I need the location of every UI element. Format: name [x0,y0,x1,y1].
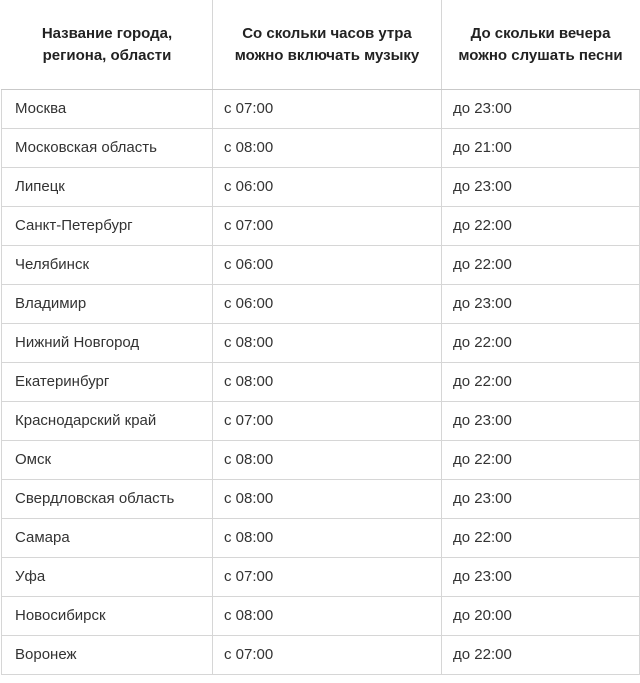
table-row [2,402,640,441]
cell-city: Екатеринбург [2,363,213,402]
cell-start-time: с 06:00 [213,285,442,324]
header-start-time: Со скольки часов утра можно включать музыку [213,1,442,90]
header-end-time: До скольки вечера можно слушать песни [442,1,640,90]
cell-start-time: с 08:00 [213,129,442,168]
cell-end-time: до 22:00 [442,363,640,402]
cell-end-time: до 21:00 [442,129,640,168]
cell-end-time: до 22:00 [442,324,640,363]
table-row [2,324,640,363]
cell-start-time: с 07:00 [213,558,442,597]
cell-end-time: до 22:00 [442,519,640,558]
table-row [2,441,640,480]
table-row [2,168,640,207]
cell-start-time: с 07:00 [213,402,442,441]
table-row [2,207,640,246]
table-row [2,285,640,324]
table-row [2,246,640,285]
cell-city: Новосибирск [2,597,213,636]
cell-start-time: с 08:00 [213,441,442,480]
cell-start-time: с 08:00 [213,597,442,636]
cell-start-time: с 06:00 [213,168,442,207]
cell-end-time: до 22:00 [442,246,640,285]
music-hours-table [1,0,640,675]
table-row [2,129,640,168]
cell-start-time: с 08:00 [213,480,442,519]
cell-end-time: до 23:00 [442,480,640,519]
cell-city: Челябинск [2,246,213,285]
cell-start-time: с 07:00 [213,207,442,246]
cell-end-time: до 23:00 [442,558,640,597]
cell-city: Воронеж [2,636,213,675]
table-row [2,90,640,129]
cell-end-time: до 22:00 [442,441,640,480]
cell-city: Омск [2,441,213,480]
cell-city: Нижний Новгород [2,324,213,363]
cell-start-time: с 08:00 [213,324,442,363]
cell-end-time: до 23:00 [442,285,640,324]
header-city: Название города, региона, области [2,1,213,90]
table-row [2,636,640,675]
cell-city: Свердловская область [2,480,213,519]
cell-start-time: с 07:00 [213,636,442,675]
cell-start-time: с 06:00 [213,246,442,285]
cell-end-time: до 22:00 [442,636,640,675]
cell-start-time: с 08:00 [213,519,442,558]
cell-city: Уфа [2,558,213,597]
table-row [2,558,640,597]
table-row [2,597,640,636]
cell-end-time: до 23:00 [442,90,640,129]
cell-city: Москва [2,90,213,129]
cell-start-time: с 07:00 [213,90,442,129]
cell-end-time: до 22:00 [442,207,640,246]
header-row [2,1,640,90]
table-row [2,519,640,558]
cell-city: Московская область [2,129,213,168]
cell-city: Краснодарский край [2,402,213,441]
table-header [2,1,640,90]
cell-city: Липецк [2,168,213,207]
table-row [2,480,640,519]
cell-end-time: до 23:00 [442,402,640,441]
cell-city: Санкт-Петербург [2,207,213,246]
table-body [2,90,640,675]
cell-end-time: до 23:00 [442,168,640,207]
table-row [2,363,640,402]
cell-city: Владимир [2,285,213,324]
cell-start-time: с 08:00 [213,363,442,402]
cell-end-time: до 20:00 [442,597,640,636]
cell-city: Самара [2,519,213,558]
